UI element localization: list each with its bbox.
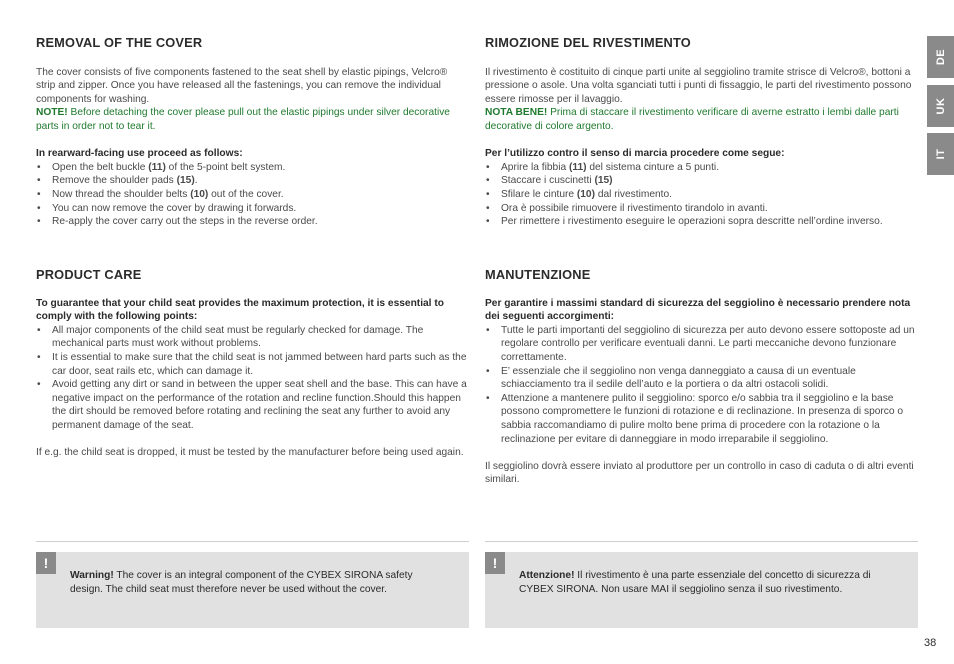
list-item: • All major components of the child seat must be regularly checked for damage. The mechanical parts must work without problems. bbox=[36, 324, 468, 351]
warning-box bbox=[36, 552, 469, 628]
removal-intro: The cover consists of five components fastened to the seat shell by elastic pipings, Velcro® strip and zipper. Once you have released all the fastenings, you can remove the individual components for washing. bbox=[36, 66, 448, 105]
right-column bbox=[485, 36, 917, 229]
divider bbox=[36, 541, 469, 542]
care-closing-it: Il seggiolino dovrà essere inviato al produttore per un controllo in caso di caduta o di altri eventi similari. bbox=[485, 460, 914, 486]
note-text: Prima di staccare il rivestimento verificare di averne estratto i lembi dalle parti decorative di colore argento. bbox=[485, 107, 899, 132]
list-item: • Ora è possibile rimuovere il rivestimento tirandolo in avanti. bbox=[485, 202, 917, 216]
removal-subheading-it: Per l’utilizzo contro il senso di marcia procedere come segue: bbox=[485, 148, 785, 160]
removal-note bbox=[36, 106, 468, 133]
list-item: • Sfilare le cinture (10) dal rivestimento. bbox=[485, 188, 917, 202]
left-care-section bbox=[36, 268, 468, 460]
removal-subheading: In rearward-facing use proceed as follows: bbox=[36, 148, 243, 160]
removal-steps bbox=[36, 161, 468, 229]
removal-heading-it: RIMOZIONE DEL RIVESTIMENTO bbox=[485, 35, 691, 50]
tab-uk[interactable]: UK bbox=[927, 85, 954, 127]
list-item: • You can now remove the cover by drawing it forwards. bbox=[36, 202, 468, 216]
warning-label: Attenzione! bbox=[519, 570, 575, 581]
removal-note-it bbox=[485, 106, 917, 133]
warning-label: Warning! bbox=[70, 570, 114, 581]
care-heading-it: MANUTENZIONE bbox=[485, 267, 591, 282]
care-points-it bbox=[485, 324, 917, 446]
list-item: • E’ essenziale che il seggiolino non venga danneggiato a causa di un eventuale schiacciamento tra il sedile dell’auto e la portiera o da altri ostacoli solidi. bbox=[485, 365, 917, 392]
exclamation-icon: ! bbox=[485, 552, 505, 574]
note-text: Before detaching the cover please pull out the elastic pipings under silver decorative parts in order not to tear it. bbox=[36, 107, 450, 132]
care-heading: PRODUCT CARE bbox=[36, 267, 142, 282]
note-label: NOTE! bbox=[36, 107, 68, 119]
care-subheading: To guarantee that your child seat provides the maximum protection, it is essential to comply with the following points: bbox=[36, 297, 444, 323]
list-item: • Attenzione a mantenere pulito il seggiolino: sporco e/o sabbia tra il seggiolino e la base possono compromettere le funzioni di rotazione e di reclinazione. In presenza di sporco o sabbia raccomandiamo di pulire molto bene prima di procedere con la rotazione o la reclinazione per evitare di danneggiare in modo irreparabile il seggiolino. bbox=[485, 392, 917, 446]
care-subheading-it: Per garantire i massimi standard di sicurezza del seggiolino è necessario prendere nota dei seguenti accorgimenti: bbox=[485, 297, 911, 323]
list-item: • It is essential to make sure that the child seat is not jammed between hard parts such as the car door, seat rails etc, which can damage it. bbox=[36, 351, 468, 378]
list-item: • Avoid getting any dirt or sand in between the upper seat shell and the base. This can have a negative impact on the performance of the rotation and recline function.Should this happen the dirt should be removed before rotating and reclining the seat any further to avoid any permanent damage of the seat. bbox=[36, 378, 468, 432]
left-column bbox=[36, 36, 468, 229]
removal-intro-it: Il rivestimento è costituito di cinque parti unite al seggiolino tramite strisce di Velcro®, bottoni a pressione o asole. Una volta sganciati tutti i punti di fissaggio, le parti del rivestimento possono essere rimosse per il lavaggio. bbox=[485, 66, 912, 105]
removal-heading: REMOVAL OF THE COVER bbox=[36, 35, 203, 50]
exclamation-icon: ! bbox=[36, 552, 56, 574]
tab-it[interactable]: IT bbox=[927, 133, 954, 175]
list-item: • Open the belt buckle (11) of the 5-point belt system. bbox=[36, 161, 468, 175]
list-item: • Remove the shoulder pads (15). bbox=[36, 174, 468, 188]
care-closing: If e.g. the child seat is dropped, it must be tested by the manufacturer before being used again. bbox=[36, 447, 464, 459]
warning-box-it bbox=[485, 552, 918, 628]
page-number: 38 bbox=[924, 637, 937, 649]
list-item: • Aprire la fibbia (11) del sistema cinture a 5 punti. bbox=[485, 161, 917, 175]
care-points bbox=[36, 324, 468, 433]
divider bbox=[485, 541, 918, 542]
list-item: • Per rimettere i rivestimento eseguire le operazioni sopra descritte nell’ordine inverso. bbox=[485, 215, 917, 229]
list-item: • Now thread the shoulder belts (10) out of the cover. bbox=[36, 188, 468, 202]
warning-text: Warning! The cover is an integral component of the CYBEX SIRONA safety design. The child seat must therefore never be used without the cover. bbox=[70, 570, 413, 596]
removal-steps-it bbox=[485, 161, 917, 229]
tab-de[interactable]: DE bbox=[927, 36, 954, 78]
list-item: • Re-apply the cover carry out the steps in the reverse order. bbox=[36, 215, 468, 229]
list-item: • Tutte le parti importanti del seggiolino di sicurezza per auto devono essere sottoposte ad un regolare controllo per verificare eventuali danni. Le parti meccaniche devono funzionare correttamente. bbox=[485, 324, 917, 365]
warning-text-it: Attenzione! Il rivestimento è una parte essenziale del concetto di sicurezza di CYBEX SIRONA. Non usare MAI il seggiolino senza il suo rivestimento. bbox=[519, 570, 871, 596]
note-label: NOTA BENE! bbox=[485, 107, 548, 119]
list-item: • Staccare i cuscinetti (15) bbox=[485, 174, 917, 188]
right-care-section bbox=[485, 268, 917, 487]
